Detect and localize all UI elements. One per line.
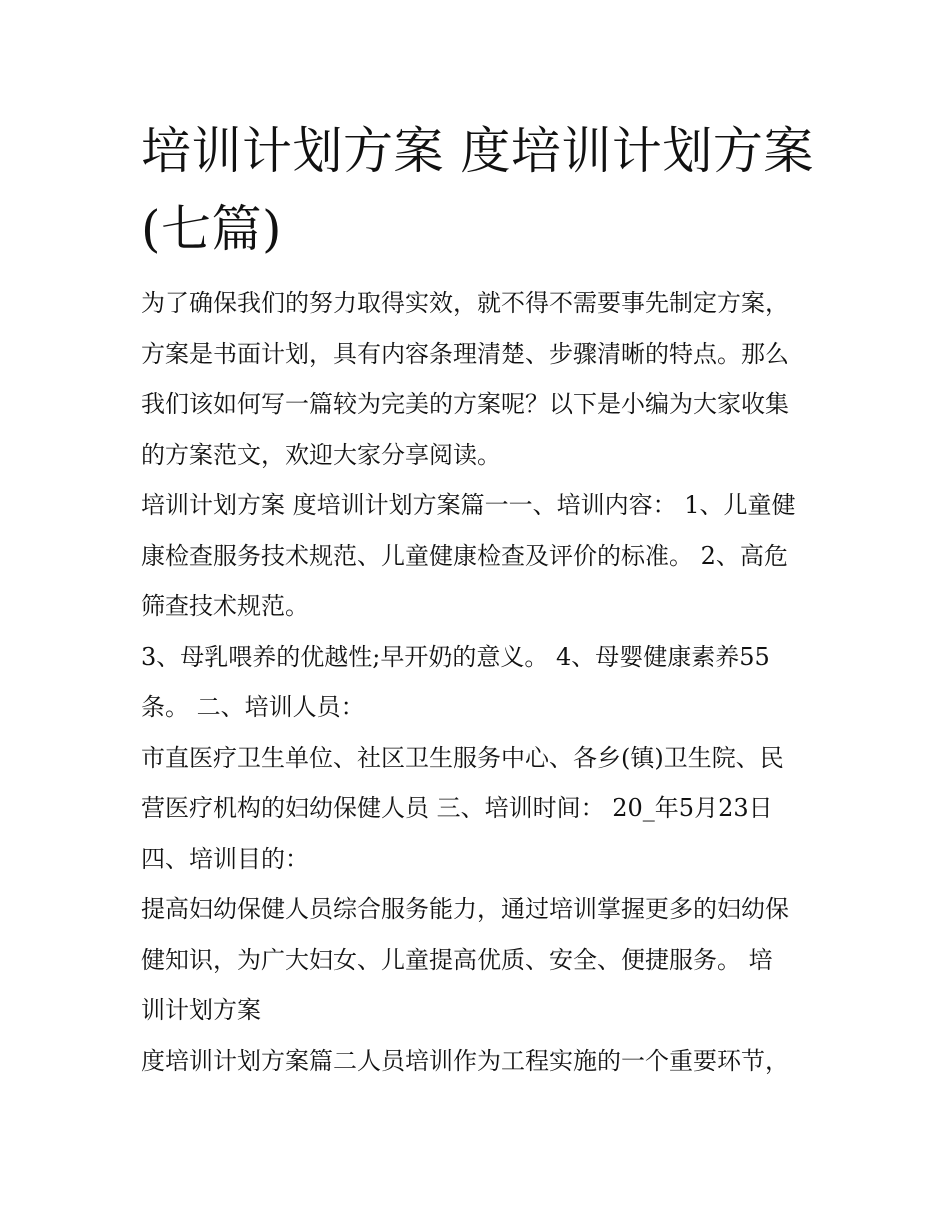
paragraph-training-content bbox=[141, 480, 813, 632]
text-line: 方案是书面计划，具有内容条理清楚、步骤清晰的特点。那么 bbox=[141, 339, 789, 368]
text-line: 康检查服务技术规范、儿童健康检查及评价的标准。 2、高危 bbox=[141, 541, 788, 570]
text-line: 四、培训目的： bbox=[141, 844, 309, 873]
paragraph-chapter-two bbox=[141, 1036, 813, 1087]
paragraph-training-goal bbox=[141, 884, 813, 1036]
text-line: 3、母乳喂养的优越性;早开奶的意义。 4、母婴健康素养55 bbox=[141, 642, 770, 671]
text-line: 度培训计划方案篇二人员培训作为工程实施的一个重要环节， bbox=[141, 1046, 789, 1075]
text-line: 的方案范文，欢迎大家分享阅读。 bbox=[141, 440, 501, 469]
text-line: 训计划方案 bbox=[141, 996, 261, 1024]
document-body bbox=[141, 278, 813, 1086]
text-line: 市直医疗卫生单位、社区卫生服务中心、各乡(镇)卫生院、民 bbox=[141, 743, 784, 772]
title-line: (七篇) bbox=[141, 200, 283, 258]
paragraph-intro bbox=[141, 278, 813, 480]
paragraph-training-staff bbox=[141, 733, 813, 885]
text-line: 为了确保我们的努力取得实效，就不得不需要事先制定方案， bbox=[141, 289, 789, 317]
text-line: 提高妇幼保健人员综合服务能力，通过培训掌握更多的妇幼保 bbox=[141, 895, 789, 923]
paragraph-breastfeeding bbox=[141, 632, 813, 733]
text-line: 培训计划方案 度培训计划方案篇一一、培训内容： 1、儿童健 bbox=[141, 491, 796, 519]
text-line: 健知识，为广大妇女、儿童提高优质、安全、便捷服务。 培 bbox=[141, 945, 773, 974]
text-line: 我们该如何写一篇较为完美的方案呢？以下是小编为大家收集 bbox=[141, 390, 789, 418]
text-line: 条。 二、培训人员： bbox=[141, 693, 365, 721]
text-line: 筛查技术规范。 bbox=[141, 592, 309, 620]
text-line: 营医疗机构的妇幼保健人员 三、培训时间： 20_年5月23日 bbox=[141, 794, 773, 822]
document-title bbox=[141, 112, 813, 268]
title-line: 培训计划方案 度培训计划方案 bbox=[141, 122, 814, 180]
